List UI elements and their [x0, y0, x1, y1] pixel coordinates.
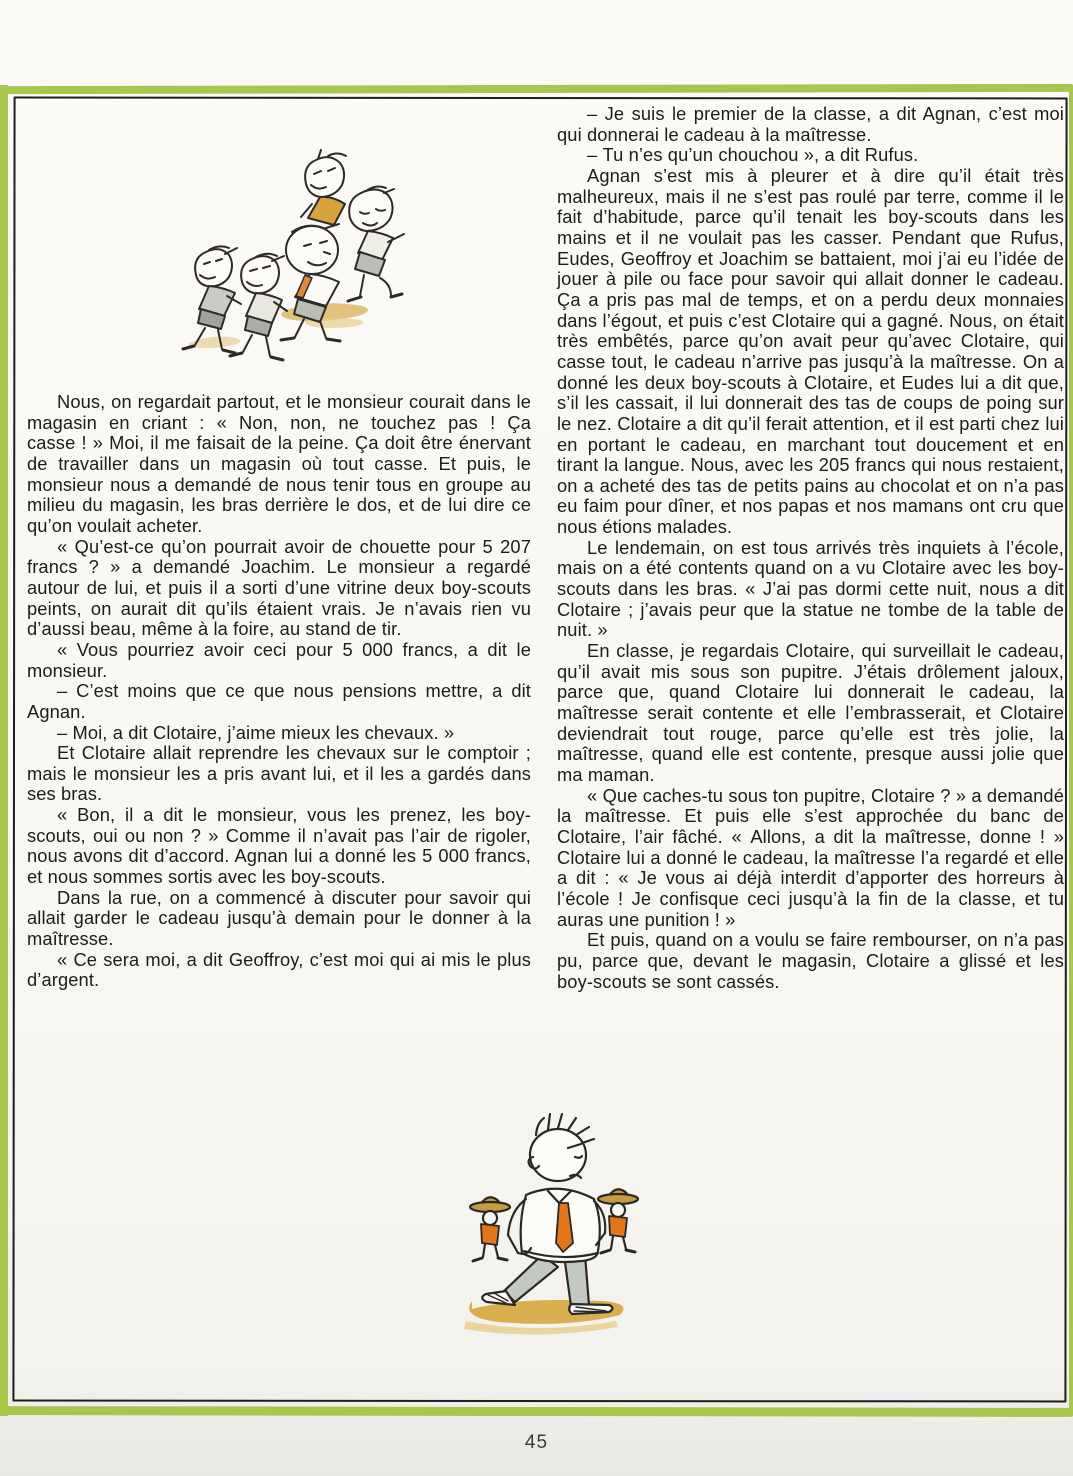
- paragraph: Dans la rue, on a commencé à discuter pour savoir qui allait garder le cadeau jusqu’à demain pour le donner à la maîtresse.: [27, 886, 531, 950]
- illustration-children-walking: [158, 142, 450, 366]
- page-border-green-left: [0, 85, 8, 1416]
- paragraph: Et Clotaire allait reprendre les chevaux sur le comptoir ; mais le monsieur les a pris avant lui, et il les a gardés dans ses bras.: [27, 742, 531, 805]
- paragraph: En classe, je regardais Clotaire, qui surveillait le cadeau, qu’il avait mis sous son pupitre. J’étais drôlement jaloux, parce que, quand Clotaire lui donnerait le cadeau, la maîtresse serait contente et elle l’embrasserait, et Clotaire deviendrait tout rouge, parce qu’elle est très jolie, la maîtresse, quand elle est contente, presque aussi jolie que ma maman.: [557, 640, 1064, 785]
- paragraph: Agnan s’est mis à pleurer et à dire qu’il était très malheureux, mais il ne s’est pas roulé par terre, comme il le fait d’habitude, parce qu’il tenait les boy-scouts dans les mains et il ne voulait pas les casser. Pendant que Rufus, Eudes, Geoffroy et Joachim se battaient, moi j’ai eu l’idée de jouer à pile ou face pour savoir qui allait donner le cadeau. Ça a pris pas mal de temps, et on a perdu deux monnaies dans l’égout, et puis c’est Clotaire qui a gagné. Nous, on était très embêtés, parce qu’on avait peur qu’avec Clotaire, qui casse tout, le cadeau n’arrive pas jusqu’à la maîtresse. On a donné les deux boy-scouts à Clotaire, et Eudes lui a dit que, s’il les cassait, il lui donnerait des tas de coups de poing sur le nez. Clotaire a dit qu’il ferait attention, et il est parti chez lui en portant le cadeau, en marchant tout doucement et en tirant la langue. Nous, avec les 205 francs qui nous restaient, on a acheté des tas de petits pains au chocolat et on n’a pas eu faim pour dîner, et nos papas et nos mamans ont cru que nous étions malades.: [557, 164, 1064, 538]
- paragraph: – Tu n’es qu’un chouchou », a dit Rufus.: [587, 144, 919, 166]
- paragraph: « Qu’est-ce qu’on pourrait avoir de chouette pour 5 207 francs ? » a demandé Joachim. Le monsieur a regardé autour de lui, et puis il a sorti d’une vitrine deux boy-scouts peints, on aurait dit qu’ils étaient vrais. Je n’avais rien vu d’aussi beau, même à la foire, au stand de tir.: [27, 535, 531, 640]
- paragraph: – C’est moins que ce que nous pensions mettre, a dit Agnan.: [27, 680, 531, 722]
- paragraph: « Ce sera moi, a dit Geoffroy, c’est moi qui ai mis le plus d’argent.: [27, 948, 531, 991]
- paragraph: Nous, on regardait partout, et le monsieur courait dans le magasin en criant : « Non, non, ne touchez pas ! Ça casse ! » Moi, il me faisait de la peine. Ça doit être énervant de travailler dans un magasin où tout casse. Et puis, le monsieur nous a demandé de nous tenir tous en groupe au milieu du magasin, les bras derrière le dos, et de lui dire ce qu’on voulait acheter.: [27, 391, 531, 536]
- page-border-green-top: [0, 84, 1073, 94]
- paragraph: Le lendemain, on est tous arrivés très inquiets à l’école, mais on a été contents quand on a vu Clotaire avec les boy-scouts dans les bras. « J’ai pas dormi cette nuit, nous a dit Clotaire ; j’avais peur que la statue ne tombe de la table de nuit. »: [557, 536, 1064, 641]
- text-column-right: [557, 104, 1064, 992]
- page-number: 45: [524, 1432, 549, 1453]
- page-border-green-right: [1069, 85, 1073, 1416]
- paragraph: – Moi, a dit Clotaire, j’aime mieux les chevaux. »: [57, 721, 455, 743]
- paragraph: – Je suis le premier de la classe, a dit Agnan, c’est moi qui donnerai le cadeau à la maîtresse.: [557, 103, 1064, 145]
- paragraph: « Vous pourriez avoir ceci pour 5 000 francs, a dit le monsieur.: [27, 638, 531, 681]
- paragraph: Et puis, quand on a voulu se faire rembourser, on n’a pas pu, parce que, devant le magasin, Clotaire a glissé et les boy-scouts se sont cassés.: [557, 929, 1064, 992]
- paragraph: « Que caches-tu sous ton pupitre, Clotaire ? » a demandé la maîtresse. Et puis elle s’est approchée du banc de Clotaire, l’air fâché. « Allons, a dit la maîtresse, donne ! » Clotaire lui a donné le cadeau, la maîtresse l’a regardé et elle a dit : « Je vous ai déjà interdit d’apporter des horreurs à l’école ! Je confisque ceci jusqu’à la fin de la classe, et tu auras une punition ! »: [557, 784, 1064, 930]
- paragraph: « Bon, il a dit le monsieur, vous les prenez, les boy-scouts, oui ou non ? » Comme il n’avait pas l’air de rigoler, nous avons dit d’accord. Agnan lui a donné les 5 000 francs, et nous sommes sortis avec les boy-scouts.: [27, 804, 531, 888]
- page-border-green-bottom: [0, 1406, 1073, 1417]
- text-column-left: [27, 392, 531, 991]
- illustration-boy-carrying-boy-scouts: [452, 1103, 666, 1339]
